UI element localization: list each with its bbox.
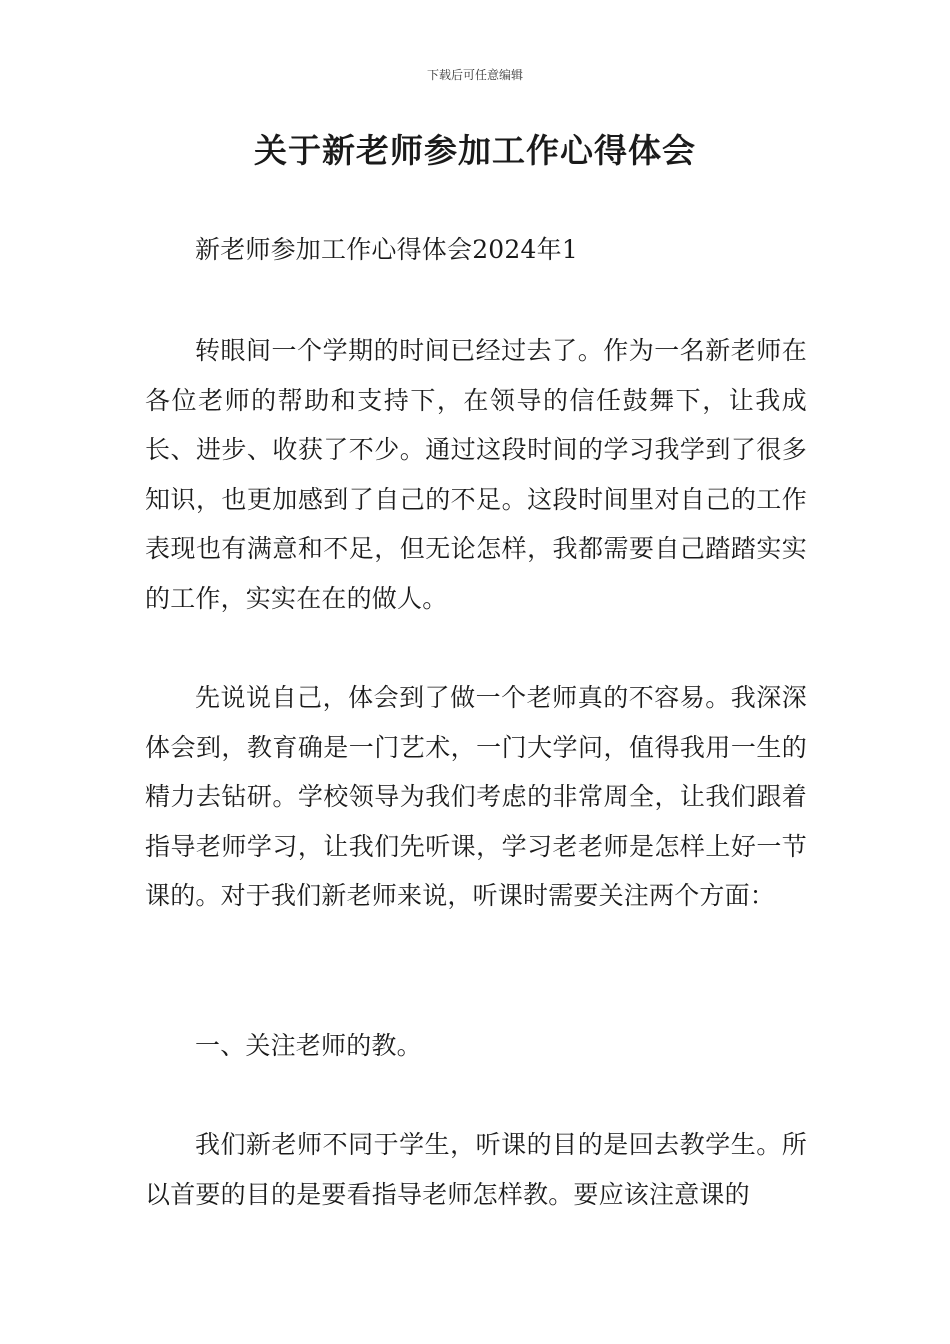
paragraph-1: 转眼间一个学期的时间已经过去了。作为一名新老师在各位老师的帮助和支持下，在领导的信任鼓舞下，让我成长、进步、收获了不少。通过这段时间的学习我学到了很多知识，也更加感到了自己的不足。这段时间里对自己的工作表现也有满意和不足，但无论怎样，我都需要自己踏踏实实的工作，实实在在的做人。	[145, 336, 807, 613]
section-heading: 一、关注老师的教。	[195, 1031, 422, 1060]
document-subtitle: 新老师参加工作心得体会2024年1	[195, 235, 578, 264]
document-title: 关于新老师参加工作心得体会	[254, 131, 696, 170]
paragraph-3: 我们新老师不同于学生，听课的目的是回去教学生。所以首要的目的是要看指导老师怎样教。要应该注意课的	[145, 1130, 807, 1209]
header-note: 下载后可任意编辑	[426, 68, 523, 82]
paragraph-2: 先说说自己，体会到了做一个老师真的不容易。我深深体会到，教育确是一门艺术，一门大学问，值得我用一生的精力去钻研。学校领导为我们考虑的非常周全，让我们跟着指导老师学习，让我们先听课，学习老老师是怎样上好一节课的。对于我们新老师来说，听课时需要关注两个方面：	[145, 683, 807, 910]
